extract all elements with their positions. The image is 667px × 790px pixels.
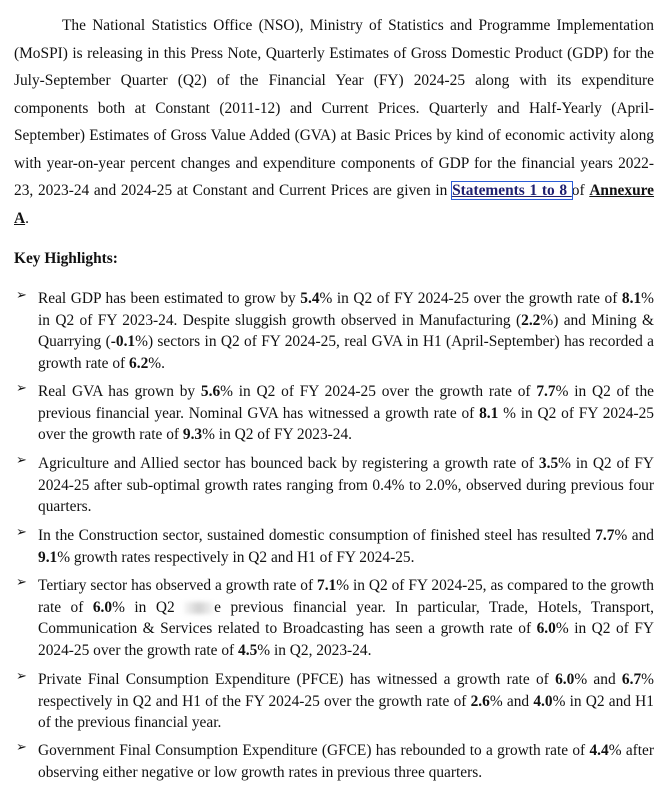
bullet-text: In the Construction sector, sustained domestic consumption of finished steel has resulted 7.7% and 9.1% growth rates respectively in Q2 and H1 of FY 2024-25.	[38, 527, 655, 566]
intro-text-end: .	[25, 209, 29, 227]
bullet-text: Government Final Consumption Expenditure (GFCE) has rebounded to a growth rate of 4.4% after observing either negative or low growth rates in previous three quarters.	[38, 742, 655, 781]
intro-paragraph	[14, 12, 654, 232]
intro-text: The National Statistics Office (NSO), Ministry of Statistics and Programme Implementation (MoSPI) is releasing in this Press Note, Quarterly Estimates of Gross Domestic Product (GDP) for the July-September Quarter (Q2) of the Financial Year (FY) 2024-25 along with its expenditure components both at Constant (2011-12) and Current Prices. Quarterly and Half-Yearly (April-September) Estimates of Gross Value Added (GVA) at Basic Prices by kind of economic activity along with year-on-year percent changes and expenditure components of GDP for the financial years 2022-23, 2023-24 and 2024-25 at Constant and Current Prices are given in	[14, 17, 654, 199]
key-highlights-heading: Key Highlights:	[14, 250, 118, 267]
arrow-bullet-icon: ➢	[16, 381, 27, 396]
bullet-text: Private Final Consumption Expenditure (PFCE) has witnessed a growth rate of 6.0% and 6.7% respectively in Q2 and H1 of the FY 2024-25 over the growth rate of 2.6% and 4.0% in Q2 and H1 of the previous financial year.	[38, 671, 654, 731]
arrow-bullet-icon: ➢	[16, 525, 27, 540]
arrow-bullet-icon: ➢	[16, 288, 27, 303]
intro-text-between: of	[571, 182, 590, 199]
bullet-text: Real GDP has been estimated to grow by 5.4% in Q2 of FY 2024-25 over the growth rate of 8.1% in Q2 of FY 2023-24. Despite sluggish growth observed in Manufacturing (2.2%) and Mining & Quarrying (-0.1%) sectors in Q2 of FY 2024-25, real GVA in H1 (April-September) has recorded a growth rate of 6.2%.	[38, 290, 654, 372]
redaction-smudge	[184, 602, 214, 614]
arrow-bullet-icon: ➢	[16, 453, 27, 468]
bullet-text: Tertiary sector has observed a growth rate of 7.1% in Q2 of FY 2024-25, as compared to the growth rate of 6.0% in Q2 e previous financial year. In particular, Trade, Hotels, Transport, Communication & Services related to Broadcasting has seen a growth rate of 6.0% in Q2 of FY 2024-25 over the growth rate of 4.5% in Q2, 2023-24.	[38, 577, 654, 659]
statements-link[interactable]: Statements 1 to 8	[452, 182, 572, 199]
bullet-text: Real GVA has grown by 5.6% in Q2 of FY 2024-25 over the growth rate of 7.7% in Q2 of the previous financial year. Nominal GVA has witnessed a growth rate of 8.1 % in Q2 of FY 2024-25 over the growth rate of 9.3% in Q2 of FY 2023-24.	[38, 383, 654, 443]
arrow-bullet-icon: ➢	[16, 575, 27, 590]
arrow-bullet-icon: ➢	[16, 740, 27, 755]
arrow-bullet-icon: ➢	[16, 669, 27, 684]
annexure-link[interactable]: Annexure A	[14, 182, 655, 227]
bullet-text: Agriculture and Allied sector has bounced back by registering a growth rate of 3.5% in Q2 of FY 2024-25 after sub-optimal growth rates ranging from 0.4% to 2.0%, observed during previous four quarters.	[38, 455, 654, 515]
